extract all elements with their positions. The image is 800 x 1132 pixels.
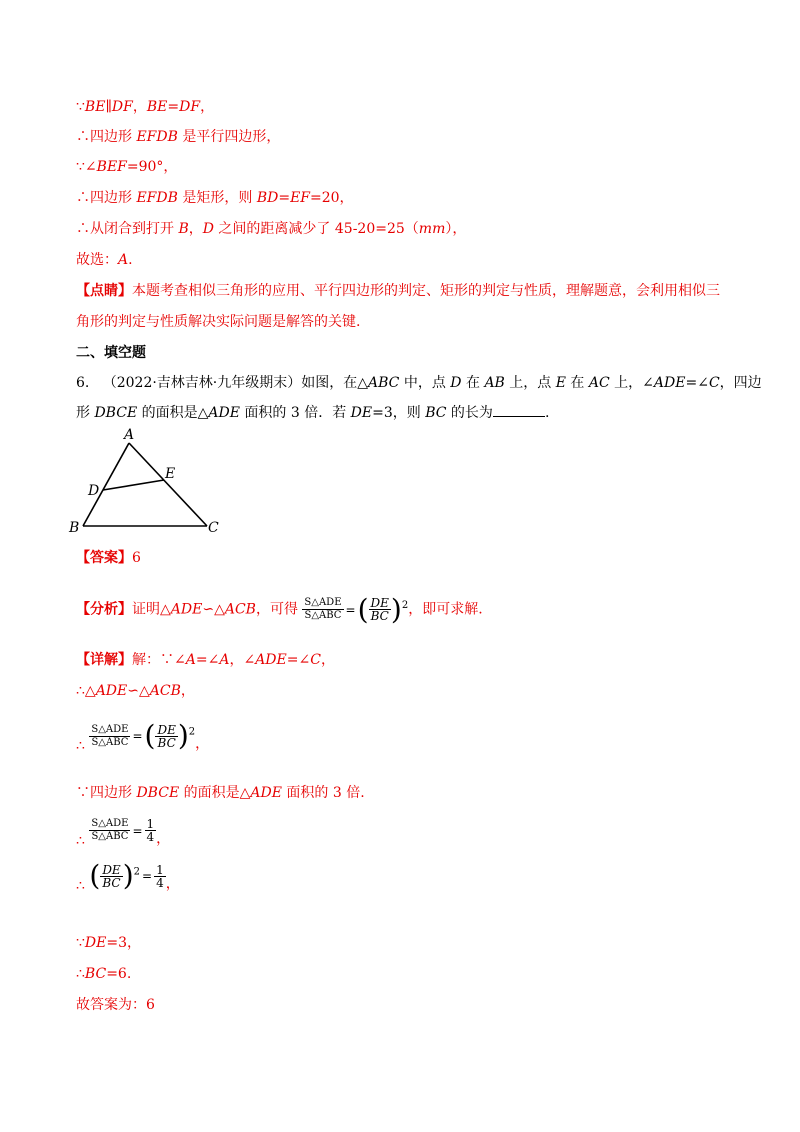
- quad-dbce: DBCE: [94, 405, 138, 421]
- point-e: E: [555, 375, 566, 391]
- comma-2: ，: [200, 99, 215, 115]
- denominator: BC: [370, 609, 389, 624]
- side-ratio-fraction: [100, 864, 122, 889]
- because-symbol: ∵: [76, 99, 85, 115]
- tri-abc: ABC: [368, 375, 400, 391]
- text: 中，点: [399, 375, 451, 391]
- text: ），: [445, 221, 467, 237]
- one-quarter-fraction: [145, 818, 157, 843]
- detail-line-5: [76, 817, 171, 849]
- comment-text-1: 本题考查相似三角形的应用、平行四边形的判定、矩形的判定与性质，理解题意，会利用相似三: [132, 283, 720, 299]
- period: .: [128, 252, 133, 268]
- period: .: [544, 405, 550, 421]
- because-symbol: ∵: [76, 935, 85, 951]
- answer-tag: 【答案】: [76, 550, 132, 566]
- detail-line-3: [76, 719, 210, 754]
- text: 是平行四边形，: [177, 129, 281, 145]
- therefore-symbol: ∴: [76, 878, 85, 894]
- step-line-6: [76, 250, 133, 270]
- comma: ，: [165, 876, 180, 892]
- text: =∠: [685, 375, 709, 391]
- answer-line: [76, 548, 141, 568]
- comma: ，: [156, 830, 171, 847]
- text: 从闭合到打开: [90, 221, 179, 237]
- segment-bd: BD: [256, 190, 279, 206]
- numerator: S△ADE: [91, 723, 129, 735]
- segment-bc: BC: [84, 966, 107, 982]
- denominator: S△ABC: [304, 610, 342, 622]
- comma: ，: [188, 221, 203, 237]
- text: ∵四边形: [76, 785, 137, 801]
- text: ∴△: [76, 683, 96, 699]
- text: ，可得: [255, 601, 298, 618]
- label-a: A: [124, 427, 135, 443]
- comment-line-2: [76, 312, 360, 332]
- numerator: 1: [146, 817, 155, 831]
- numerator: S△ADE: [91, 818, 129, 829]
- denominator: BC: [157, 735, 176, 750]
- text: 的面积是△: [179, 785, 251, 801]
- exponent: 2: [133, 866, 141, 878]
- equals: =: [167, 99, 180, 115]
- tri-ade: ADE: [170, 601, 203, 618]
- numerator: DE: [102, 862, 121, 877]
- comma: ，: [195, 736, 210, 752]
- tri-ade: ADE: [250, 785, 282, 801]
- equals: =: [132, 823, 143, 838]
- step-line-2: [76, 127, 280, 147]
- point-d: D: [450, 375, 462, 391]
- text: =3，则: [372, 405, 426, 421]
- text: 的长为: [446, 405, 493, 421]
- detail-line-1: [76, 650, 335, 670]
- area-ratio-fraction: [302, 597, 343, 622]
- label-d: D: [88, 483, 100, 499]
- angle-a: A: [185, 652, 196, 668]
- text: =90°，: [126, 159, 178, 175]
- comment-line-1: [76, 281, 720, 301]
- quad-dbce: DBCE: [136, 785, 180, 801]
- right-paren: ): [177, 719, 189, 752]
- angle-bef: BEF: [96, 159, 127, 175]
- numerator: S△ADE: [304, 597, 342, 609]
- point-d: D: [202, 221, 214, 237]
- text: ∽△: [127, 683, 150, 699]
- angle-a-2: A: [219, 652, 230, 668]
- right-paren: ): [122, 859, 134, 892]
- left-paren: (: [144, 719, 156, 752]
- angle-c: C: [310, 652, 321, 668]
- text: =∠: [286, 652, 311, 668]
- triangle-figure: [66, 426, 226, 541]
- segment-de: DE: [84, 935, 107, 951]
- label-b: B: [69, 520, 80, 536]
- detail-line-4: [76, 783, 365, 803]
- section-heading-text: 二、填空题: [76, 345, 146, 361]
- equals: =: [278, 190, 291, 206]
- segment-be: BE: [84, 99, 106, 115]
- text: 上，点: [504, 375, 556, 391]
- angle-symbol: ∠: [84, 159, 97, 175]
- equals: =: [142, 869, 153, 883]
- segment-ef: EF: [290, 190, 310, 206]
- segment-df-2: DF: [179, 99, 201, 115]
- text: 四边形: [90, 190, 137, 206]
- exponent: 2: [401, 600, 409, 611]
- segment-bc: BC: [425, 405, 447, 421]
- label-e: E: [165, 466, 176, 482]
- denominator: 4: [156, 875, 164, 890]
- therefore-symbol: ∴: [76, 738, 85, 754]
- step-line-1: [76, 97, 214, 117]
- question-line-1: [76, 373, 762, 393]
- text: 故选：: [76, 252, 118, 268]
- text: =6.: [106, 966, 132, 982]
- tri-ade: ADE: [208, 405, 240, 421]
- section-heading: [76, 343, 146, 363]
- numerator: 1: [156, 862, 164, 877]
- comment-tag: 【点睛】: [76, 283, 132, 299]
- question-line-2: [76, 403, 549, 423]
- analysis-line: [76, 590, 483, 626]
- text: ∽△: [202, 601, 225, 618]
- segment-ac: AC: [588, 375, 610, 391]
- text: ，: [180, 683, 195, 699]
- detail-line-6: [76, 859, 180, 894]
- therefore-symbol: ∴: [76, 966, 85, 982]
- label-c: C: [208, 520, 219, 536]
- segment-be-2: BE: [146, 99, 168, 115]
- therefore-symbol: ∴: [76, 129, 90, 145]
- right-paren: ): [390, 592, 402, 626]
- therefore-symbol: ∴: [76, 190, 90, 206]
- segment-df: DF: [111, 99, 133, 115]
- left-paren: (: [89, 859, 101, 892]
- angle-c: C: [708, 375, 720, 391]
- detail-tag: 【详解】: [76, 652, 132, 668]
- angle-ade: ADE: [255, 652, 287, 668]
- text: 解：∵∠: [132, 652, 186, 668]
- segment-ab: AB: [484, 375, 505, 391]
- text: 四边形: [90, 129, 137, 145]
- left-paren: (: [357, 592, 369, 626]
- segment-de-line: [103, 480, 164, 490]
- tri-ade: ADE: [95, 683, 128, 699]
- side-ratio-fraction: [369, 597, 391, 622]
- text: =3，: [106, 935, 142, 951]
- comment-text-2: 角形的判定与性质解决实际问题是解答的关键.: [76, 314, 361, 330]
- answer-blank: [493, 404, 545, 417]
- text: 面积的 3 倍.: [281, 785, 365, 801]
- tri-acb: ACB: [224, 601, 256, 618]
- choice-a: A: [118, 252, 129, 268]
- text: ，即可求解.: [408, 601, 483, 618]
- text: 之间的距离减少了 45-20=25（: [213, 221, 419, 237]
- detail-line-8: [76, 964, 131, 984]
- text: 证明△: [132, 601, 171, 618]
- denominator: S△ABC: [91, 831, 129, 842]
- text: （2022·吉林吉林·九年级期末）如图，在△: [102, 375, 369, 391]
- side-ratio-fraction: [155, 724, 177, 749]
- detail-line-7: [76, 933, 141, 953]
- denominator: BC: [102, 875, 121, 890]
- one-quarter-fraction: [154, 864, 166, 889]
- comma: ，: [132, 99, 147, 115]
- exponent: 2: [188, 726, 196, 738]
- text: 上，∠: [609, 375, 654, 391]
- quad-efdb: EFDB: [136, 129, 178, 145]
- text: ，∠: [229, 652, 256, 668]
- detail-line-2: [76, 681, 195, 701]
- final-answer-line: [76, 995, 155, 1015]
- answer-value: 6: [132, 550, 141, 566]
- point-b: B: [178, 221, 189, 237]
- angle-ade: ADE: [653, 375, 686, 391]
- unit-mm: mm: [418, 221, 446, 237]
- quad-efdb: EFDB: [136, 190, 178, 206]
- equals: =: [345, 602, 356, 617]
- step-line-4: [76, 188, 354, 208]
- therefore-symbol: ∴: [76, 832, 85, 849]
- equals: =: [132, 729, 143, 743]
- parallel-symbol: ∥: [105, 99, 112, 115]
- text: 是矩形，则: [177, 190, 257, 206]
- area-ratio-fraction: [89, 724, 130, 749]
- because-symbol: ∵: [76, 159, 85, 175]
- denominator: S△ABC: [91, 736, 129, 748]
- text: =20，: [310, 190, 354, 206]
- step-line-3: [76, 157, 177, 177]
- tri-acb: ACB: [149, 683, 181, 699]
- text: ，: [320, 652, 335, 668]
- step-line-5: [76, 219, 466, 239]
- therefore-symbol: ∴: [76, 221, 90, 237]
- final-answer-text: 故答案为：6: [76, 997, 155, 1013]
- area-ratio-fraction: [89, 818, 130, 843]
- text: =∠: [195, 652, 220, 668]
- text: 的面积是△: [137, 405, 209, 421]
- numerator: DE: [370, 596, 389, 611]
- denominator: 4: [146, 830, 155, 844]
- text: ，四边: [719, 375, 762, 391]
- question-number: 6.: [76, 375, 90, 391]
- text: 形: [76, 405, 95, 421]
- text: 在: [461, 375, 485, 391]
- text: 面积的 3 倍．若: [239, 405, 351, 421]
- text: 在: [565, 375, 589, 391]
- numerator: DE: [157, 722, 176, 737]
- segment-de: DE: [350, 405, 373, 421]
- analysis-tag: 【分析】: [76, 601, 132, 618]
